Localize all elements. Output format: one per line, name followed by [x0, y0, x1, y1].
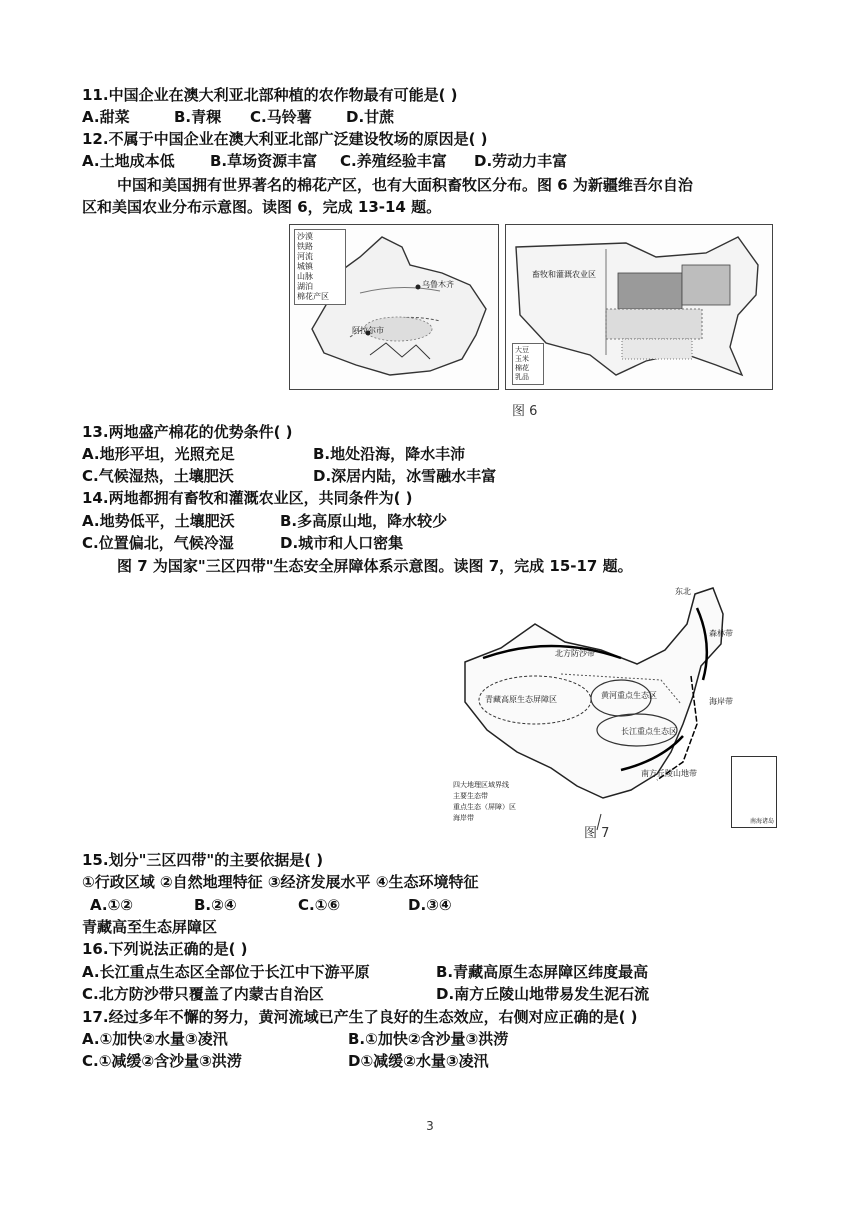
- figure6-right-legend: [512, 343, 544, 385]
- q11-stem: 11.中国企业在澳大利亚北部种植的农作物最有可能是( ): [82, 86, 458, 104]
- label-qinghai-tibet-zone: 青藏高原生态屏障区: [485, 695, 557, 704]
- q13-option-a: A.地形平坦，光照充足: [82, 445, 235, 463]
- figure7-china-map: [451, 584, 787, 834]
- figure7-legend: [453, 780, 516, 824]
- label-north-sand-belt: 北方防沙带: [555, 649, 595, 658]
- q12-options: [82, 150, 567, 172]
- legend-mountain: 山脉: [297, 272, 313, 281]
- q13-options-row1: [82, 443, 465, 465]
- q15-options: [90, 894, 452, 916]
- q11-option-d: D.甘蔗: [346, 108, 395, 126]
- legend-eco-belt: 主要生态带: [453, 792, 488, 800]
- page-number: 3: [426, 1119, 434, 1133]
- q17-stem: 17.经过多年不懈的努力，黄河流域已产生了良好的生态效应，右侧对应正确的是( ): [82, 1008, 638, 1026]
- q14-options-row1: [82, 510, 447, 532]
- q15-option-a: A.①②: [90, 896, 133, 914]
- legend-lake: 湖泊: [297, 282, 313, 291]
- q15-items: ①行政区域 ②自然地理特征 ③经济发展水平 ④生态环境特征: [82, 873, 479, 891]
- q14-options-row2: [82, 532, 403, 554]
- legend-key-zone: 重点生态（屏障）区: [453, 803, 516, 811]
- q12-stem: 12.不属于中国企业在澳大利亚北部广泛建设牧场的原因是( ): [82, 130, 488, 148]
- q14-option-c: C.位置偏北，气候冷湿: [82, 534, 234, 552]
- label-coast-belt: 海岸带: [709, 697, 733, 706]
- q13-option-c: C.气候湿热，土壤肥沃: [82, 467, 234, 485]
- label-alar: 阿拉尔市: [352, 326, 384, 335]
- label-yellow-river-zone: 黄河重点生态区: [601, 691, 657, 700]
- q12-option-b: B.草场资源丰富: [210, 152, 318, 170]
- q15-option-b: B.②④: [194, 896, 237, 914]
- q12-option-d: D.劳动力丰富: [474, 152, 568, 170]
- q11-option-a: A.甜菜: [82, 108, 130, 126]
- q16-options-row1: [82, 961, 648, 983]
- label-south-hill-belt: 南方丘陵山地带: [641, 769, 697, 778]
- label-forest-belt: 森林带: [709, 629, 733, 638]
- q16-option-c: C.北方防沙带只覆盖了内蒙古自治区: [82, 985, 324, 1003]
- legend-soybean: 大豆: [515, 346, 529, 354]
- q16-option-b: B.青藏高原生态屏障区纬度最高: [436, 963, 649, 981]
- q15-stem: 15.划分"三区四带"的主要依据是( ): [82, 851, 324, 869]
- label-urumqi: 乌鲁木齐: [422, 280, 454, 289]
- q11-option-c: C.马铃薯: [250, 108, 312, 126]
- legend-cotton-area: 棉花产区: [297, 292, 329, 301]
- legend-region-boundary: 四大地理区域界线: [453, 781, 509, 789]
- legend-river: 河流: [297, 252, 313, 261]
- q14-stem: 14.两地都拥有畜牧和灌溉农业区，共同条件为( ): [82, 489, 413, 507]
- legend-desert: 沙漠: [297, 232, 313, 241]
- q14-option-b: B.多高原山地，降水较少: [280, 512, 448, 530]
- legend-cotton: 棉花: [515, 364, 529, 372]
- legend-coast-belt: 海岸带: [453, 814, 474, 822]
- q13-option-d: D.深居内陆，冰雪融水丰富: [313, 467, 497, 485]
- q12-option-a: A.土地成本低: [82, 152, 175, 170]
- q17-option-d: D①减缓②水量③凌汛: [348, 1052, 489, 1070]
- q12-option-c: C.养殖经验丰富: [340, 152, 447, 170]
- q14-option-a: A.地势低平，土壤肥沃: [82, 512, 235, 530]
- q16-option-a: A.长江重点生态区全部位于长江中下游平原: [82, 963, 370, 981]
- figure7-caption: 图 7: [584, 826, 610, 841]
- figure6-caption: 图 6: [512, 404, 538, 419]
- q16-stem: 16.下列说法正确的是( ): [82, 940, 248, 958]
- q14-option-d: D.城市和人口密集: [280, 534, 404, 552]
- figure6-usa-map: [505, 224, 773, 390]
- q11-option-b: B.青稞: [174, 108, 222, 126]
- usa-map-drawing: [506, 225, 772, 389]
- q17-option-a: A.①加快②水量③凌汛: [82, 1030, 228, 1048]
- q15-extra: 青藏高至生态屏障区: [82, 918, 218, 936]
- q17-option-c: C.①减缓②含沙量③洪涝: [82, 1052, 242, 1070]
- q13-option-b: B.地处沿海，降水丰沛: [313, 445, 466, 463]
- inset-label: 南海诸岛: [749, 818, 774, 825]
- legend-corn: 玉米: [515, 355, 529, 363]
- intro6-line1: 中国和美国拥有世界著名的棉花产区，也有大面积畜牧区分布。图 6 为新疆维吾尔自治: [117, 176, 693, 194]
- legend-dairy: 乳品: [515, 373, 529, 381]
- label-livestock-irrigation: 畜牧和灌溉农业区: [532, 270, 596, 279]
- intro6-line2: 区和美国农业分布示意图。读图 6，完成 13-14 题。: [82, 198, 442, 216]
- intro7: 图 7 为国家"三区四带"生态安全屏障体系示意图。读图 7，完成 15-17 题。: [117, 557, 633, 575]
- q16-option-d: D.南方丘陵山地带易发生泥石流: [436, 985, 650, 1003]
- legend-railway: 铁路: [297, 242, 313, 251]
- q13-options-row2: [82, 465, 496, 487]
- label-yangtze-zone: 长江重点生态区: [621, 727, 677, 736]
- q17-option-b: B.①加快②含沙量③洪涝: [348, 1030, 509, 1048]
- label-northeast: 东北: [675, 587, 691, 596]
- figure6-xinjiang-map: [289, 224, 499, 390]
- south-sea-inset: [731, 756, 777, 828]
- q13-stem: 13.两地盛产棉花的优势条件( ): [82, 423, 293, 441]
- q15-option-d: D.③④: [408, 896, 452, 914]
- q16-options-row2: [82, 983, 649, 1005]
- legend-town: 城镇: [297, 262, 313, 271]
- figure6-left-legend: [294, 229, 346, 305]
- q17-options-row1: [82, 1028, 508, 1050]
- q17-options-row2: [82, 1050, 489, 1072]
- q11-options: [82, 106, 394, 128]
- q15-option-c: C.①⑥: [298, 896, 341, 914]
